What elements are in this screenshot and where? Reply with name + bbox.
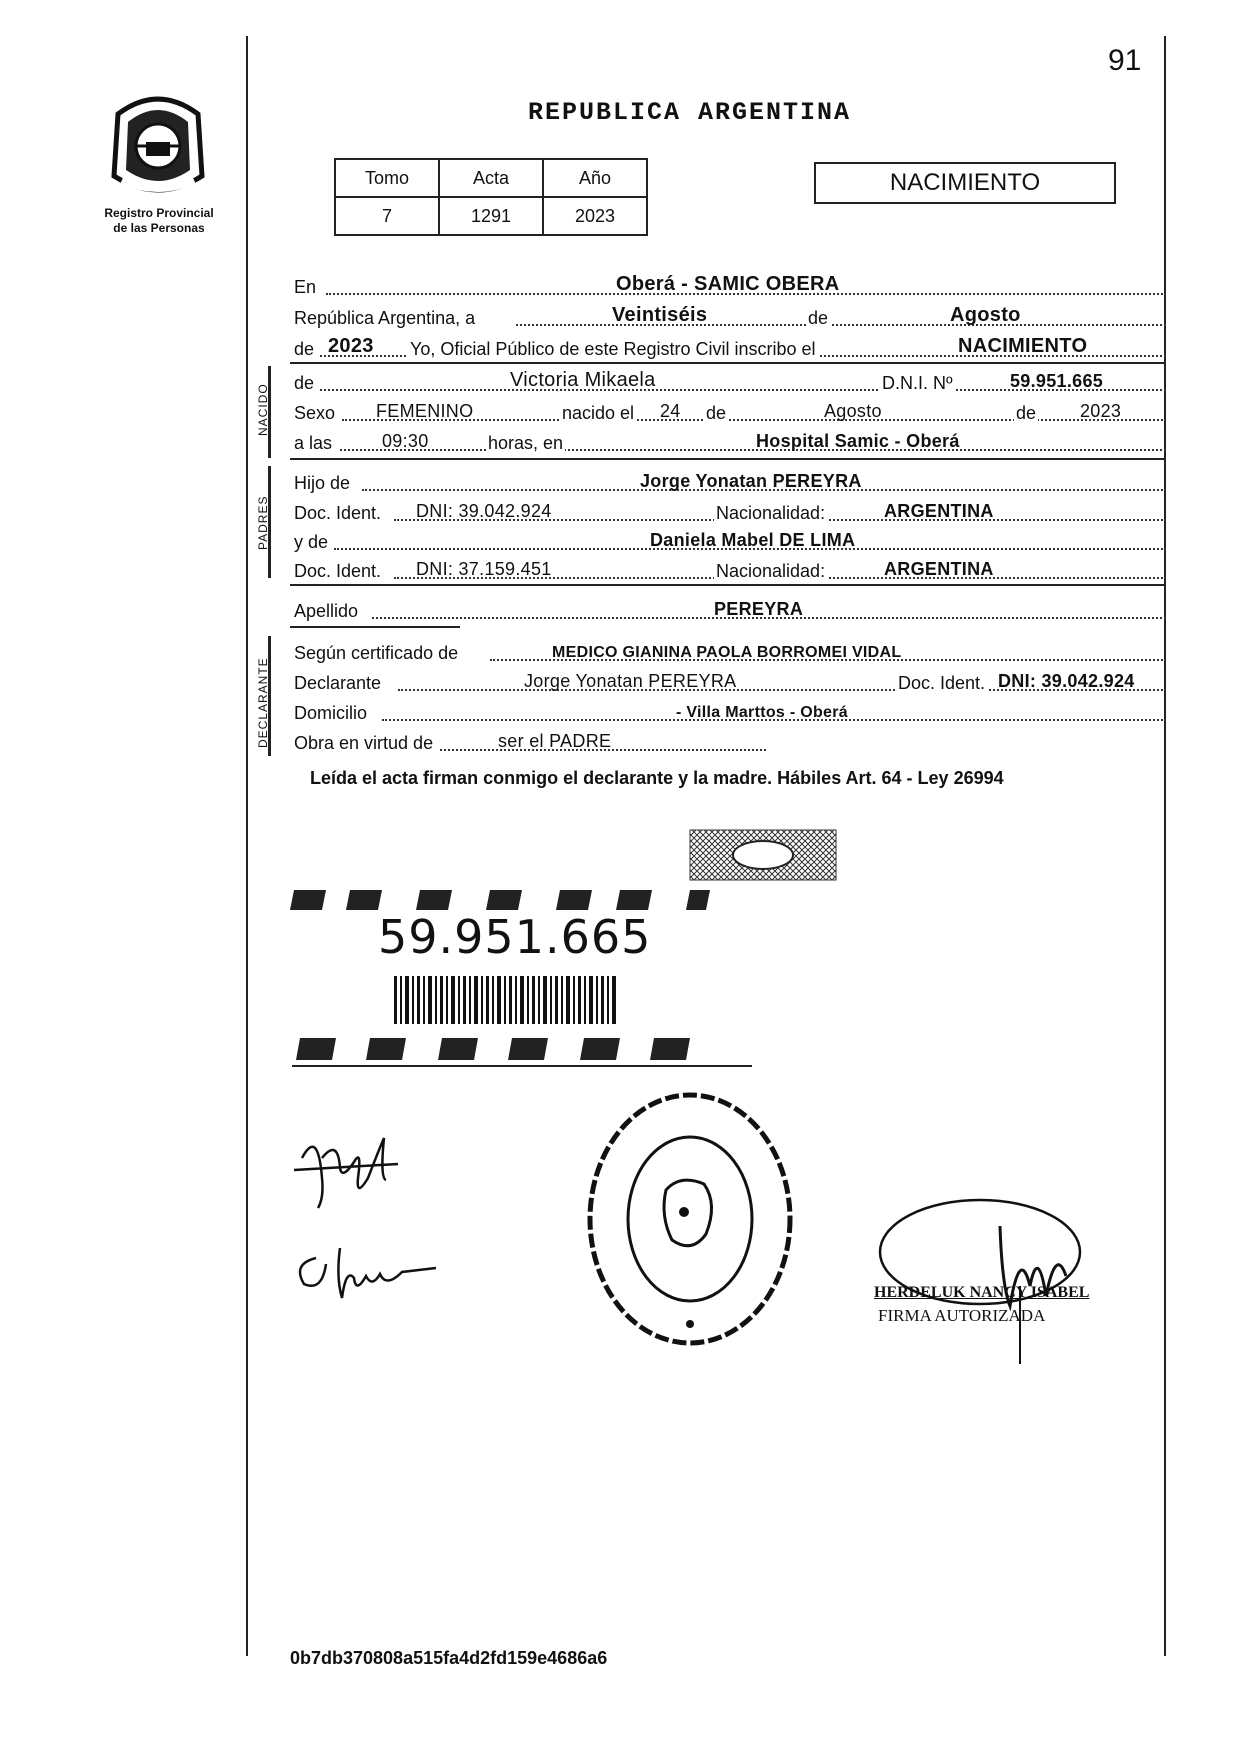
value-dni: 59.951.665 (1010, 371, 1104, 391)
side-label-declarante: DECLARANTE (256, 657, 270, 748)
label-declarante: Declarante (294, 673, 382, 693)
barcode-icon (394, 976, 618, 1024)
value-padre: Jorge Yonatan PEREYRA (640, 471, 862, 491)
seal-text: DELEGACION DEL REGISTRO PROVINCIAL DE LAS PERSONAS · SAM.C. OBERA (580, 1366, 800, 1386)
table-header-anio: Año (543, 159, 647, 197)
label-nacionalidad-madre: Nacionalidad: (716, 561, 826, 581)
separator-1 (290, 362, 1166, 364)
value-declarante: Jorge Yonatan PEREYRA (524, 671, 737, 691)
value-madre-nacionalidad: ARGENTINA (884, 559, 994, 579)
signature-declarante (288, 1118, 418, 1218)
table-value-acta: 1291 (439, 197, 543, 235)
value-sexo: FEMENINO (376, 401, 474, 421)
table-value-anio: 2023 (543, 197, 647, 235)
value-declarante-doc: DNI: 39.042.924 (998, 671, 1135, 691)
left-margin-line (246, 36, 248, 1656)
label-en: En (294, 277, 317, 297)
label-yo-oficial: Yo, Oficial Público de este Registro Civil inscribo el (410, 339, 816, 359)
value-tipo: NACIMIENTO (958, 335, 1088, 357)
footer-hash: 0b7db370808a515fa4d2fd159e4686a6 (290, 1648, 608, 1668)
provincia-misiones-logo (98, 84, 218, 204)
value-domicilio: - Villa Marttos - Oberá (676, 704, 848, 721)
label-dni-no: D.N.I. Nº (882, 373, 953, 393)
row-apellido (290, 598, 1166, 622)
value-padre-doc: DNI: 39.042.924 (416, 501, 552, 521)
value-madre: Daniela Mabel DE LIMA (650, 530, 856, 550)
label-doc-ident-padre: Doc. Ident. (294, 503, 382, 523)
row-madre-doc (290, 558, 1166, 582)
label-nacido-el: nacido el (562, 403, 635, 423)
row-madre (290, 529, 1166, 553)
value-nombre: Victoria Mikaela (510, 369, 656, 391)
signature-madre (286, 1228, 446, 1312)
registry-name-line2: de las Personas (113, 221, 205, 235)
value-dia-nacimiento: 24 (660, 401, 681, 421)
signatory-title: FIRMA AUTORIZADA (878, 1306, 1046, 1325)
row-republica (290, 305, 1166, 329)
label-segun-certificado: Según certificado de (294, 643, 459, 663)
value-anio-nacimiento: 2023 (1080, 401, 1122, 421)
label-republica: República Argentina, a (294, 308, 476, 328)
label-de-mes-nacimiento: de (706, 403, 727, 423)
security-number: 59.951.665 (378, 910, 652, 964)
security-hologram-icon (688, 826, 838, 884)
label-y-de: y de (294, 532, 329, 552)
label-domicilio: Domicilio (294, 703, 368, 723)
value-padre-nacionalidad: ARGENTINA (884, 501, 994, 521)
security-pattern-bottom (292, 1034, 752, 1068)
side-label-padres: PADRES (256, 495, 270, 550)
label-doc-ident-declarante: Doc. Ident. (898, 673, 986, 693)
label-a-las: a las (294, 433, 333, 453)
value-hora: 09:30 (382, 431, 429, 451)
document-type-box: NACIMIENTO (814, 162, 1116, 204)
value-lugar-nacimiento: Hospital Samic - Oberá (756, 431, 960, 451)
row-padre (290, 470, 1166, 494)
value-dia-texto: Veintiséis (612, 304, 708, 326)
label-de-anio-nacimiento: de (1016, 403, 1037, 423)
table-header-tomo: Tomo (335, 159, 439, 197)
row-certificado (290, 640, 1166, 664)
label-hijo-de: Hijo de (294, 473, 351, 493)
table-header-acta: Acta (439, 159, 543, 197)
registry-name-line1: Registro Provincial (104, 206, 214, 220)
closing-note: Leída el acta firman conmigo el declarante y la madre. Hábiles Art. 64 - Ley 26994 (310, 768, 1004, 788)
value-apellido: PEREYRA (714, 599, 804, 619)
label-obra-en-virtud: Obra en virtud de (294, 733, 434, 753)
row-obra-en-virtud (290, 730, 766, 754)
row-oficial (290, 336, 1166, 360)
label-doc-ident-madre: Doc. Ident. (294, 561, 382, 581)
row-en (290, 274, 1166, 298)
label-horas-en: horas, en (488, 433, 564, 453)
label-nacionalidad-padre: Nacionalidad: (716, 503, 826, 523)
signature-authorized (870, 1186, 1110, 1366)
value-obra-en-virtud: ser el PADRE (498, 731, 612, 751)
separator-4 (290, 626, 460, 628)
row-nombre (290, 370, 1166, 394)
registry-table (334, 158, 648, 236)
value-certificado: MEDICO GIANINA PAOLA BORROMEI VIDAL (552, 644, 902, 661)
row-domicilio (290, 700, 1166, 724)
value-mes-inscripcion: Agosto (950, 304, 1021, 326)
value-lugar: Oberá - SAMIC OBERA (616, 273, 840, 295)
separator-3 (290, 584, 1166, 586)
table-value-tomo: 7 (335, 197, 439, 235)
value-madre-doc: DNI: 37.159.451 (416, 559, 552, 579)
row-sexo (290, 400, 1166, 424)
row-declarante (290, 670, 1166, 694)
value-mes-nacimiento: Agosto (824, 401, 882, 421)
label-de-anio: de (294, 339, 315, 359)
country-title: REPUBLICA ARGENTINA (528, 98, 852, 127)
row-padre-doc (290, 500, 1166, 524)
official-seal (580, 1084, 800, 1354)
row-hora (290, 430, 1166, 454)
side-label-nacido: NACIDO (256, 383, 270, 436)
value-anio-inscripcion: 2023 (328, 335, 374, 357)
label-apellido: Apellido (294, 601, 359, 621)
separator-2 (290, 458, 1166, 460)
page-number: 91 (1108, 44, 1142, 77)
label-de-mes: de (808, 308, 829, 328)
label-sexo: Sexo (294, 403, 336, 423)
signatory-name: HERDELUK NANCY ISABEL (874, 1284, 1090, 1301)
label-de-nombre: de (294, 373, 315, 393)
